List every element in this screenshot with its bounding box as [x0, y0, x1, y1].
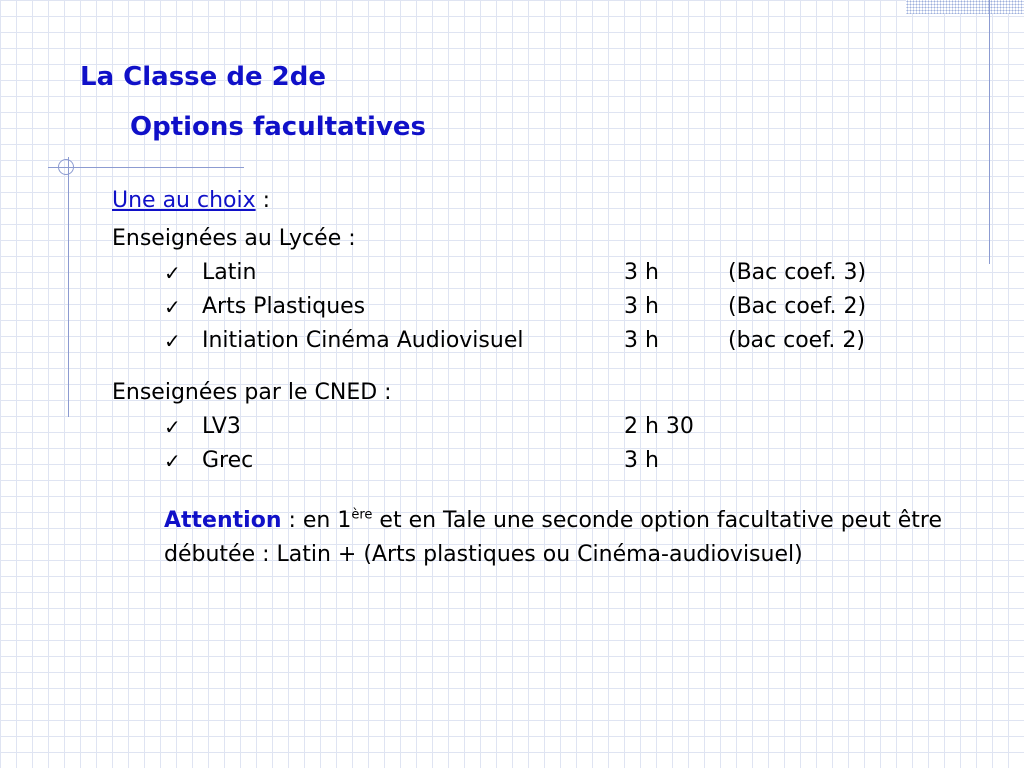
check-icon: ✓ — [164, 415, 181, 439]
option-hours: 3 h — [624, 260, 659, 285]
list-item — [164, 256, 972, 290]
option-coefficient: (Bac coef. 3) — [728, 260, 867, 285]
list-item — [164, 410, 972, 444]
list-item — [164, 324, 972, 358]
rule-circle-ornament — [58, 159, 74, 175]
option-hours: 3 h — [624, 294, 659, 319]
option-coefficient: (Bac coef. 2) — [728, 294, 867, 319]
list-item — [164, 290, 972, 324]
title-underline-rule — [48, 167, 244, 168]
option-hours: 2 h 30 — [624, 414, 694, 439]
option-hours: 3 h — [624, 448, 659, 473]
check-icon: ✓ — [164, 261, 181, 285]
slide-title: La Classe de 2de — [80, 62, 326, 92]
slide-body — [112, 184, 972, 572]
choice-link[interactable]: Une au choix — [112, 188, 256, 213]
option-coefficient: (bac coef. 2) — [728, 328, 865, 353]
cned-options-list — [112, 410, 972, 478]
attention-note — [164, 504, 964, 572]
option-hours: 3 h — [624, 328, 659, 353]
check-icon: ✓ — [164, 449, 181, 473]
option-name: Arts Plastiques — [202, 294, 366, 319]
attention-text-part1: : en 1 — [281, 508, 352, 533]
attention-label: Attention — [164, 508, 282, 533]
option-name: Latin — [202, 260, 257, 285]
check-icon: ✓ — [164, 295, 181, 319]
slide-subtitle: Options facultatives — [130, 112, 427, 142]
lycee-heading: Enseignées au Lycée : — [112, 226, 356, 251]
top-right-dotted-band — [906, 0, 1024, 14]
option-name: Grec — [202, 448, 254, 473]
cned-heading: Enseignées par le CNED : — [112, 380, 392, 405]
choice-line — [112, 184, 972, 218]
section-gap — [112, 358, 972, 376]
lycee-options-list — [112, 256, 972, 358]
attention-text-part2: et en Tale une seconde option facultative peut être débutée : Latin + (Arts plastiques ou Cinéma-audiovisuel) — [164, 508, 943, 567]
check-icon: ✓ — [164, 329, 181, 353]
attention-superscript: ère — [351, 507, 373, 523]
option-name: LV3 — [202, 414, 241, 439]
list-item — [164, 444, 972, 478]
option-name: Initiation Cinéma Audiovisuel — [202, 328, 524, 353]
choice-suffix: : — [255, 188, 271, 213]
left-vertical-rule — [68, 157, 69, 417]
right-vertical-rule — [989, 0, 990, 264]
